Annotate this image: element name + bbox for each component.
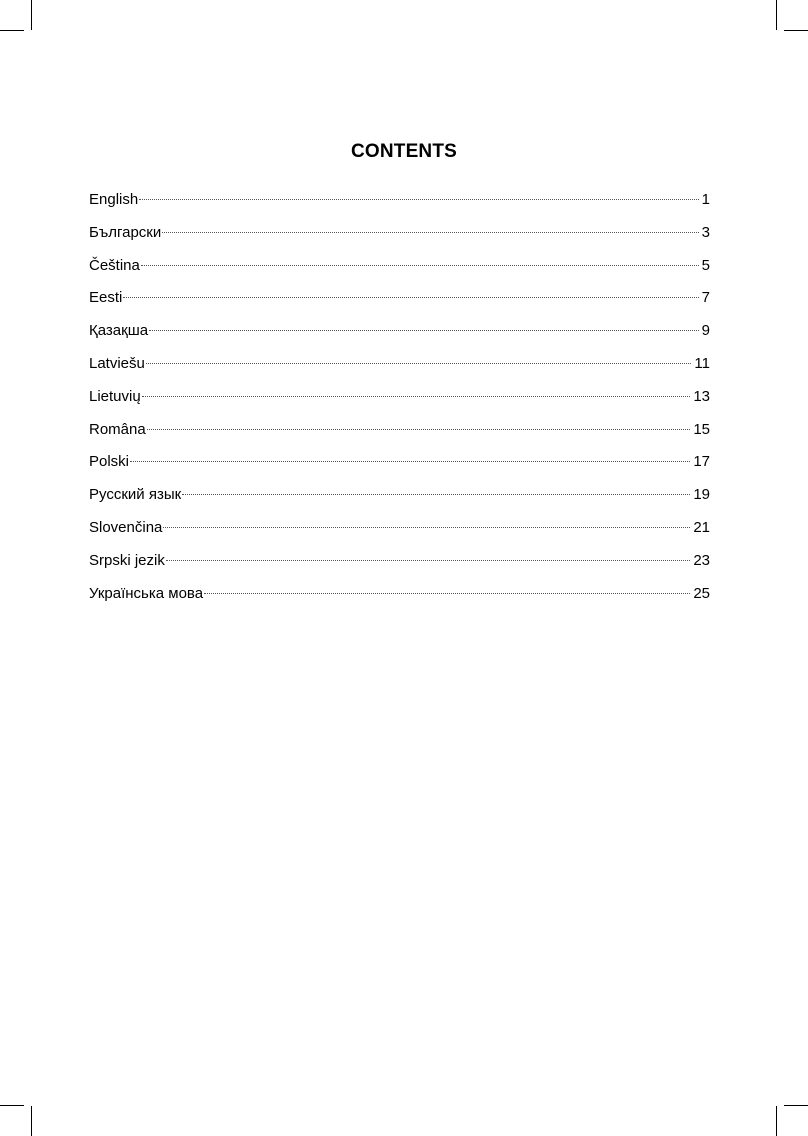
toc-entry-page: 3: [701, 223, 710, 241]
crop-mark-bottom-right-horizontal: [784, 1105, 808, 1106]
toc-entry[interactable]: [89, 517, 710, 550]
toc-dot-leader: [142, 396, 691, 397]
toc-entry-label: Русский язык: [89, 486, 182, 504]
toc-entry-label: Româna: [89, 420, 146, 438]
toc-entry-page: 11: [694, 354, 710, 372]
toc-entry-label: Čeština: [89, 256, 140, 274]
toc-dot-leader: [166, 560, 690, 561]
toc-dot-leader: [141, 265, 699, 266]
toc-entry-page: 1: [701, 191, 710, 208]
toc-entry-page: 15: [693, 420, 710, 438]
toc-entry-page: 19: [693, 486, 710, 504]
toc-dot-leader: [182, 494, 690, 495]
toc-entry-label: Eesti: [89, 289, 123, 307]
toc-entry[interactable]: [89, 484, 710, 517]
crop-mark-top-left-horizontal: [0, 30, 24, 31]
toc-entry-page: 23: [693, 551, 710, 569]
toc-entry-label: Srpski jezik: [89, 551, 165, 569]
toc-dot-leader: [149, 330, 699, 331]
toc-entry[interactable]: [89, 550, 710, 583]
toc-dot-leader: [123, 297, 698, 298]
toc-entry-page: 5: [701, 256, 710, 274]
crop-mark-top-right-vertical: [776, 0, 777, 30]
crop-mark-bottom-left-vertical: [31, 1106, 32, 1136]
toc-entry[interactable]: [89, 583, 710, 616]
toc-entry-label: English: [89, 191, 139, 208]
toc-entry[interactable]: [89, 386, 710, 419]
toc-entry[interactable]: [89, 451, 710, 484]
toc-entry-page: 25: [693, 584, 710, 602]
page-title: CONTENTS: [350, 141, 458, 162]
crop-mark-top-right-horizontal: [784, 30, 808, 31]
toc-entry[interactable]: [89, 353, 710, 386]
toc-entry-page: 7: [701, 289, 710, 307]
toc-entry-label: Български: [89, 223, 162, 241]
toc-entry[interactable]: [89, 287, 710, 320]
toc-entry-page: 13: [693, 387, 710, 405]
toc-entry-label: Latviešu: [89, 354, 145, 372]
toc-entry-label: Lietuvių: [89, 387, 141, 405]
toc-entry-page: 9: [701, 322, 710, 340]
toc-entry-label: Slovenčina: [89, 518, 163, 536]
toc-entry[interactable]: [89, 189, 710, 222]
toc-entry-label: Қазақша: [89, 322, 149, 340]
toc-dot-leader: [163, 527, 690, 528]
toc-dot-leader: [130, 461, 690, 462]
toc-entry[interactable]: [89, 320, 710, 353]
toc-entry-page: 21: [693, 518, 710, 536]
crop-mark-bottom-right-vertical: [776, 1106, 777, 1136]
crop-mark-top-left-vertical: [31, 0, 32, 30]
toc-dot-leader: [139, 199, 698, 200]
toc-dot-leader: [146, 363, 692, 364]
toc-entry-label: Polski: [89, 453, 130, 471]
toc-entry[interactable]: [89, 419, 710, 452]
toc-entry-label: Українська мова: [89, 584, 204, 602]
crop-mark-bottom-left-horizontal: [0, 1105, 24, 1106]
toc-entry[interactable]: [89, 255, 710, 288]
toc-entry-page: 17: [693, 453, 710, 471]
toc-dot-leader: [147, 429, 691, 430]
toc-dot-leader: [162, 232, 698, 233]
toc-entry[interactable]: [89, 222, 710, 255]
toc-dot-leader: [204, 593, 690, 594]
table-of-contents: [89, 189, 710, 615]
